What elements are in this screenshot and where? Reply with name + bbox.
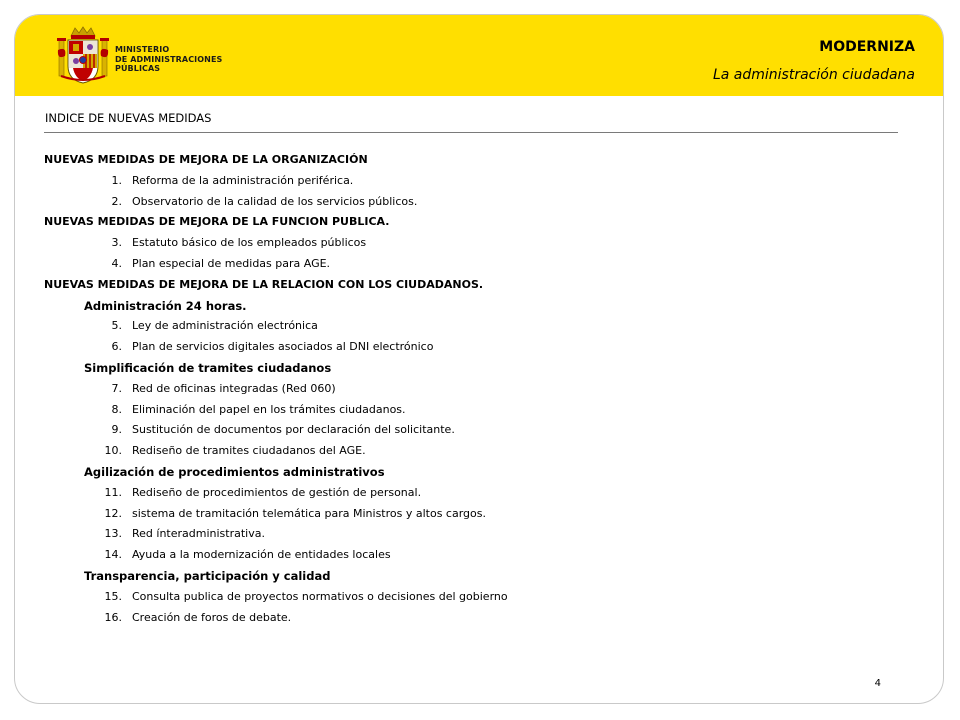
item-text: Rediseño de procedimientos de gestión de personal. (132, 485, 422, 499)
brand-title: MODERNIZA (819, 39, 915, 55)
item-text: Reforma de la administración periférica. (132, 173, 354, 187)
item-text: Sustitución de documentos por declaración del solicitante. (132, 423, 455, 437)
subsection-title: Simplificación de tramites ciudadanos (84, 360, 332, 375)
item-text: sistema de tramitación telemática para Ministros y altos cargos. (132, 506, 486, 520)
coat-of-arms-icon (55, 26, 111, 86)
list-item (44, 483, 924, 504)
list-item (44, 545, 924, 566)
list-item (44, 337, 924, 358)
list-item (44, 524, 924, 545)
ministry-logo (55, 26, 230, 86)
list-item (44, 233, 924, 254)
list-item (44, 379, 924, 400)
item-number: 16. (104, 610, 122, 624)
item-text: Plan de servicios digitales asociados al DNI electrónico (132, 340, 434, 354)
item-text: Observatorio de la calidad de los servicios públicos. (132, 194, 418, 208)
list-item (44, 608, 924, 629)
list-item (44, 400, 924, 421)
list-item (44, 504, 924, 525)
item-number: 11. (104, 485, 122, 499)
brand-subtitle: La administración ciudadana (712, 67, 915, 83)
item-number: 14. (104, 548, 122, 562)
item-number: 10. (104, 444, 122, 458)
item-number: 3. (111, 236, 122, 250)
item-text: Plan especial de medidas para AGE. (132, 256, 331, 270)
item-number: 2. (111, 194, 122, 208)
list-item (44, 254, 924, 275)
item-number: 8. (111, 402, 122, 416)
logo-line-2: DE ADMINISTRACIONES (115, 54, 223, 64)
list-item (44, 587, 924, 608)
title-divider (44, 132, 898, 133)
item-number: 13. (104, 527, 122, 541)
list-item (44, 316, 924, 337)
list-item (44, 441, 924, 462)
header-banner (15, 15, 943, 96)
measures-index (44, 150, 924, 628)
item-text: Creación de foros de debate. (132, 610, 292, 624)
logo-line-3: PÚBLICAS (115, 64, 161, 73)
logo-line-1: MINISTERIO (115, 45, 170, 54)
section-title: NUEVAS MEDIDAS DE MEJORA DE LA RELACION CON LOS CIUDADANOS. (44, 277, 484, 291)
item-text: Ayuda a la modernización de entidades locales (132, 548, 391, 562)
slide (14, 14, 944, 704)
item-text: Red de oficinas integradas (Red 060) (132, 381, 336, 395)
ministry-name (115, 45, 222, 74)
item-number: 1. (111, 173, 122, 187)
item-number: 9. (111, 423, 122, 437)
section-title: NUEVAS MEDIDAS DE MEJORA DE LA ORGANIZACIÓN (44, 153, 368, 166)
item-text: Rediseño de tramites ciudadanos del AGE. (132, 444, 366, 458)
item-text: Consulta publica de proyectos normativos o decisiones del gobierno (132, 589, 508, 603)
item-text: Estatuto básico de los empleados públicos (132, 236, 367, 250)
subsection-title: Transparencia, participación y calidad (84, 568, 331, 583)
item-number: 12. (104, 506, 122, 520)
item-number: 4. (111, 256, 122, 270)
item-number: 7. (111, 381, 122, 395)
list-item (44, 171, 924, 192)
index-title: INDICE DE NUEVAS MEDIDAS (45, 111, 212, 125)
list-item (44, 192, 924, 213)
section-title: NUEVAS MEDIDAS DE MEJORA DE LA FUNCION PUBLICA. (44, 215, 390, 229)
list-item (44, 420, 924, 441)
page-number: 4 (874, 678, 881, 689)
item-number: 6. (111, 340, 122, 354)
item-text: Ley de administración electrónica (132, 319, 318, 333)
item-number: 5. (111, 319, 122, 333)
item-text: Red ínteradministrativa. (132, 527, 265, 541)
item-number: 15. (104, 589, 122, 603)
item-text: Eliminación del papel en los trámites ciudadanos. (132, 402, 406, 416)
subsection-title: Administración 24 horas. (84, 298, 247, 313)
subsection-title: Agilización de procedimientos administrativos (84, 464, 385, 479)
